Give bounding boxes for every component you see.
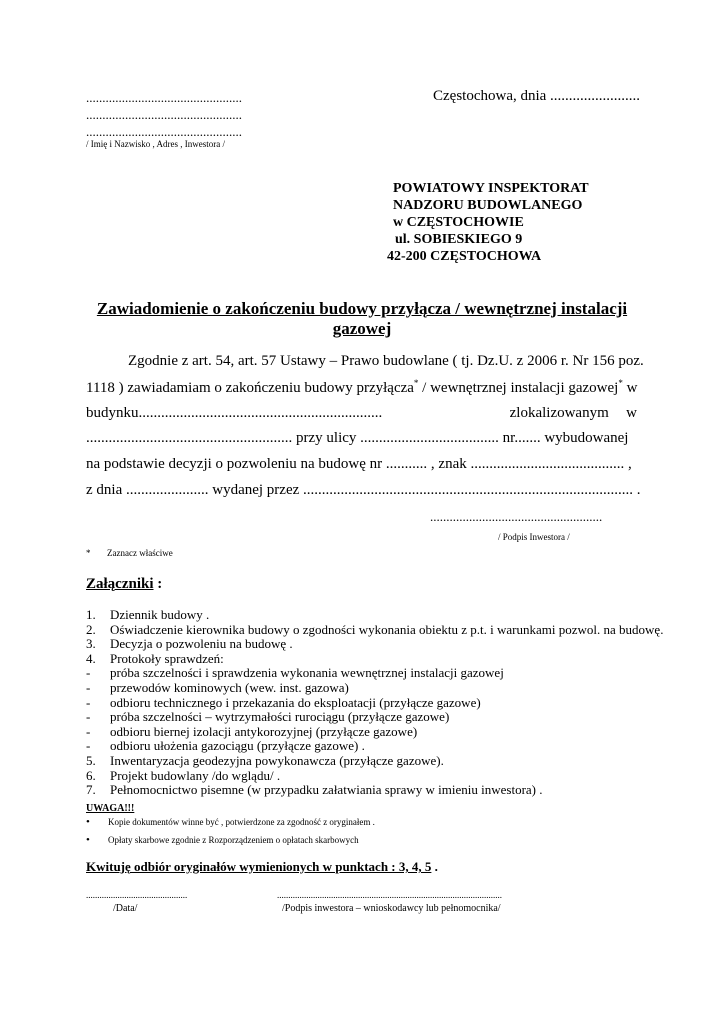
list-item — [86, 696, 663, 711]
body-line-2 — [86, 378, 637, 397]
attachments-list — [86, 608, 663, 798]
signature-caption: / Podpis Inwestora / — [498, 532, 570, 542]
body-line-2a: 1118 ) zawiadamiam o zakończeniu budowy przyłącza — [86, 380, 414, 396]
list-item-number: 6. — [86, 767, 96, 783]
place-date: Częstochowa, dnia ........................ — [433, 88, 641, 104]
investor-line: ................................................ — [86, 90, 242, 105]
list-item-text: próba szczelności – wytrzymałości rurociągu (przyłącze gazowe) — [110, 709, 450, 725]
title-line-1: Zawiadomienie o zakończeniu budowy przyłącza / wewnętrznej instalacji — [96, 299, 628, 318]
building-field: budynku................................................................. — [86, 405, 383, 421]
list-item-text: Dziennik budowy . — [110, 607, 210, 622]
body-line-2b: / wewnętrznej instalacji gazowej — [418, 380, 619, 396]
list-item-number: - — [86, 738, 91, 754]
in-label: w — [626, 405, 637, 421]
list-item-text: Projekt budowlany /do wglądu/ . — [110, 767, 281, 783]
investor-caption: / Imię i Nazwisko , Adres , Inwestora / — [86, 139, 225, 149]
attachments-heading-suffix: : — [153, 576, 163, 592]
attachments-heading — [86, 576, 162, 593]
addressee-line: 42-200 CZĘSTOCHOWA — [387, 249, 542, 264]
list-item-number: - — [86, 679, 91, 695]
addressee-block — [387, 180, 589, 265]
list-item — [86, 754, 663, 769]
footnote-star: * — [86, 548, 91, 558]
body-line-1: Zgodnie z art. 54, art. 57 Ustawy – Prawo budowlane ( tj. Dz.U. z 2006 r. Nr 156 poz. — [128, 353, 644, 369]
list-item — [86, 652, 663, 667]
list-item-number: 3. — [86, 636, 96, 652]
warning-list — [86, 815, 375, 847]
date-dots: ............................................. — [86, 890, 188, 900]
list-item-number: 5. — [86, 752, 96, 768]
warning-text: Opłaty skarbowe zgodnie z Rozporządzeniem o opłatach skarbowych — [108, 835, 359, 845]
list-item-text: Decyzja o pozwoleniu na budowę . — [110, 636, 293, 652]
located-label: zlokalizowanym — [509, 405, 609, 421]
bullet-icon: • — [86, 834, 90, 846]
receipt-suffix: . — [431, 859, 438, 874]
list-item-text: Inwentaryzacja geodezyjna powykonawcza (przyłącze gazowe). — [110, 752, 444, 768]
investor-line: ................................................ — [86, 107, 242, 122]
signature-dots-bottom: .................................................................................................... — [277, 890, 502, 900]
receipt-line — [86, 859, 438, 875]
list-item-text: Pełnomocnictwo pisemne (w przypadku załatwiania sprawy w imieniu inwestora) . — [110, 782, 543, 798]
footnote-star: * — [413, 378, 419, 388]
list-item-number: - — [86, 709, 91, 725]
list-item-number: 2. — [86, 621, 96, 637]
body-line-3 — [86, 405, 637, 422]
list-item — [86, 725, 663, 740]
body-line-4: ....................................................... przy ulicy ..................................... nr....... wybudowanej — [86, 430, 629, 446]
list-item-number: 4. — [86, 650, 96, 666]
list-item-text: przewodów kominowych (wew. inst. gazowa) — [110, 679, 349, 695]
body-line-6: z dnia ...................... wydanej przez ........................................................................................ . — [86, 482, 641, 498]
warning-item — [86, 815, 375, 829]
list-item-text: Oświadczenie kierownika budowy o zgodności wykonania obiektu z p.t. i warunkami pozwol. na budowę. — [110, 621, 664, 637]
list-item — [86, 637, 663, 652]
list-item-text: Protokoły sprawdzeń: — [110, 650, 224, 666]
list-item-text: odbioru technicznego i przekazania do eksploatacji (przyłącze gazowe) — [110, 694, 481, 710]
list-item — [86, 739, 663, 754]
list-item-text: odbioru biernej izolacji antykorozyjnej (przyłącze gazowe) — [110, 723, 418, 739]
addressee-line: w CZĘSTOCHOWIE — [393, 215, 524, 230]
footnote-star: * — [618, 378, 623, 388]
footnote — [86, 548, 173, 558]
bullet-icon: • — [86, 816, 90, 828]
list-item — [86, 710, 663, 725]
body-line-2c: w — [622, 380, 638, 396]
body-line-5: na podstawie decyzji o pozwoleniu na budowę nr ........... , znak ......................................... , — [86, 456, 632, 472]
investor-block — [86, 89, 242, 140]
warning-text: Kopie dokumentów winne być , potwierdzone za zgodność z oryginałem . — [108, 817, 375, 827]
list-item-text: odbioru ułożenia gazociągu (przyłącze gazowe) . — [110, 738, 365, 754]
list-item-number: 7. — [86, 782, 96, 798]
list-item-text: próba szczelności i sprawdzenia wykonania wewnętrznej instalacji gazowej — [110, 665, 504, 681]
list-item — [86, 681, 663, 696]
list-item-number: - — [86, 723, 91, 739]
list-item — [86, 623, 663, 638]
list-item — [86, 608, 663, 623]
title-line-2: gazowej — [332, 319, 392, 338]
list-item-number: - — [86, 665, 91, 681]
attachments-heading-text: Załączniki — [86, 576, 154, 592]
addressee-line: ul. SOBIESKIEGO 9 — [395, 232, 523, 247]
list-item-number: 1. — [86, 607, 96, 622]
addressee-line: POWIATOWY INSPEKTORAT — [393, 181, 589, 196]
receipt-text: Kwituję odbiór oryginałów wymienionych w punktach : 3, 4, 5 — [86, 859, 432, 874]
footnote-text: Zaznacz właściwe — [107, 548, 173, 558]
list-item — [86, 783, 663, 798]
investor-line: ................................................ — [86, 124, 242, 139]
date-caption: /Data/ — [113, 903, 138, 914]
warning-item — [86, 833, 375, 847]
list-item — [86, 666, 663, 681]
list-item — [86, 769, 663, 784]
addressee-line: NADZORU BUDOWLANEGO — [393, 198, 583, 213]
signature-dots: ..................................................... — [430, 509, 603, 524]
signature-caption-bottom: /Podpis inwestora – wnioskodawcy lub pełnomocnika/ — [282, 903, 501, 914]
list-item-number: - — [86, 694, 91, 710]
document-title — [60, 299, 664, 339]
warning-heading: UWAGA!!! — [86, 803, 135, 814]
